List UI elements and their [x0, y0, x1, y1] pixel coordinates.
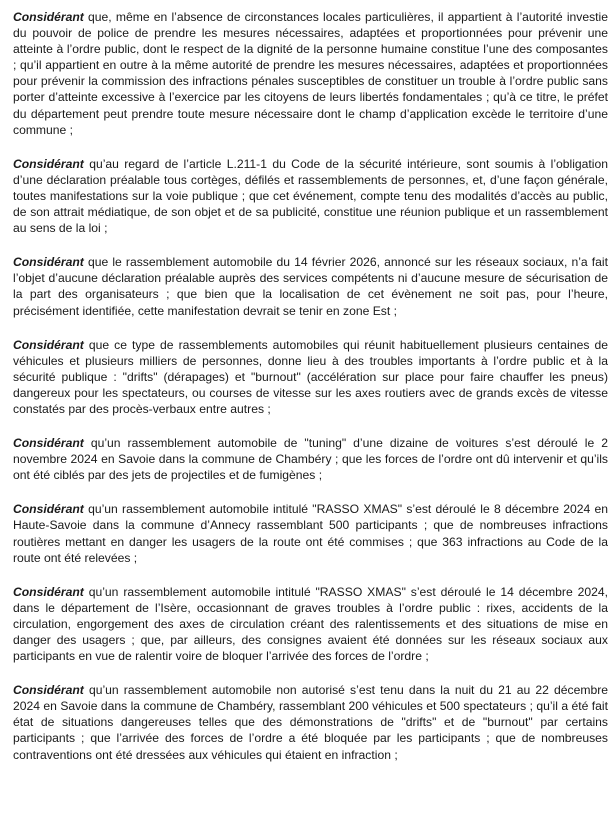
paragraph-body: que ce type de rassemblements automobiles qui réunit habituellement plusieurs centaines de véhicules et plusieurs milliers de personnes, donne lieu à des troubles importants à l’ordre public et à la sécurité publique : "drifts" (dérapages) et "burnout" (accélération sur place pour faire chauffer les pneus) dangereux pour les spectateurs, ou courses de vitesse sur les axes routiers avec de grands excès de vitesse constatés par des procès-verbaux entre autres ; — [13, 337, 608, 416]
paragraph-body: qu’un rassemblement automobile de "tuning" d’une dizaine de voitures s’est déroulé le 2 novembre 2024 en Savoie dans la commune de Chambéry ; que les forces de l’ordre ont dû intervenir et qu’ils ont été ciblés par des jets de projectiles et de fumigènes ; — [13, 436, 608, 483]
paragraph-6 — [13, 501, 608, 565]
paragraph-body: qu’un rassemblement automobile intitulé "RASSO XMAS" s’est déroulé le 8 décembre 2024 en Haute-Savoie dans la commune d’Annecy rassemblant 500 participants ; que de nombreuses infractions routières mettant en danger les usagers de la route ont été commises ; que 363 infractions au Code de la route ont été relevées ; — [13, 502, 608, 565]
paragraph-4 — [13, 337, 608, 417]
paragraph-lead: Considérant — [13, 156, 84, 171]
paragraph-5 — [13, 435, 608, 483]
paragraph-7 — [13, 584, 608, 664]
paragraph-body: qu’un rassemblement automobile non autorisé s’est tenu dans la nuit du 21 au 22 décembre 2024 en Savoie dans la commune de Chambéry, rassemblant 200 véhicules et 500 spectateurs ; qu’il a été fait état de situations dangereuses telles que des démonstrations de "drifts" et de "burnout" par certains participants ; que l’arrivée des forces de l’ordre a été bloquée par les participants ; que de nombreuses contraventions ont été dressées aux véhicules qui étaient en infraction ; — [13, 683, 608, 762]
paragraph-2 — [13, 156, 608, 236]
paragraph-lead: Considérant — [13, 502, 84, 517]
paragraph-lead: Considérant — [13, 436, 84, 451]
paragraph-3 — [13, 254, 608, 318]
paragraph-body: que, même en l’absence de circonstances locales particulières, il appartient à l’autorité investie du pouvoir de police de prendre les mesures nécessaires, adaptées et proportionnées pour prévenir une atteinte à l’ordre public, dont le respect de la dignité de la personne humaine constitue l’une des composantes ; qu’il appartient en outre à la même autorité de prendre les mesures nécessaires, adaptées et proportionnées pour prévenir la commission des infractions pénales susceptibles de constituer un trouble à l’ordre public sans porter d’atteinte excessive à l’exercice par les citoyens de leurs libertés fondamentales ; qu’à ce titre, le préfet du département peut prendre toute mesure nécessaire dont le champ d’application excède le territoire d’une commune ; — [13, 10, 608, 137]
paragraph-lead: Considérant — [13, 10, 84, 24]
paragraph-body: qu’au regard de l’article L.211-1 du Code de la sécurité intérieure, sont soumis à l’obligation d’une déclaration préalable tous cortèges, défilés et rassemblements de personnes, et, d’une façon générale, toutes manifestations sur la voie publique ; que cet événement, compte tenu des modalités d’accès au public, de son attrait médiatique, de son objet et de sa publicité, constitue une réunion publique et un rassemblement au sens de la loi ; — [13, 156, 608, 236]
paragraph-lead: Considérant — [13, 337, 84, 352]
paragraph-body: qu’un rassemblement automobile intitulé "RASSO XMAS" s’est déroulé le 14 décembre 2024, dans le département de l’Isère, occasionnant de graves troubles à l’ordre public : rixes, accidents de la circulation, engorgement des axes de circulation créant des ralentissements et des situations de mise en danger des usagers ; que, par ailleurs, des consignes avaient été données sur les réseaux sociaux aux participants en vue de ralentir voire de bloquer l’arrivée des forces de l’ordre ; — [13, 584, 608, 664]
paragraph-8 — [13, 682, 608, 762]
paragraph-lead: Considérant — [13, 255, 84, 270]
paragraph-1 — [13, 9, 608, 138]
paragraph-lead: Considérant — [13, 683, 84, 698]
paragraph-lead: Considérant — [13, 584, 84, 599]
paragraph-body: que le rassemblement automobile du 14 février 2026, annoncé sur les réseaux sociaux, n’a fait l’objet d’aucune déclaration préalable auprès des services compétents ni d’aucune mesure de sécurisation de la part des organisateurs ; que bien que la localisation de cet évènement ne soit pas, pour l’heure, précisément identifiée, cette manifestation devrait se tenir en zone Est ; — [13, 255, 608, 318]
